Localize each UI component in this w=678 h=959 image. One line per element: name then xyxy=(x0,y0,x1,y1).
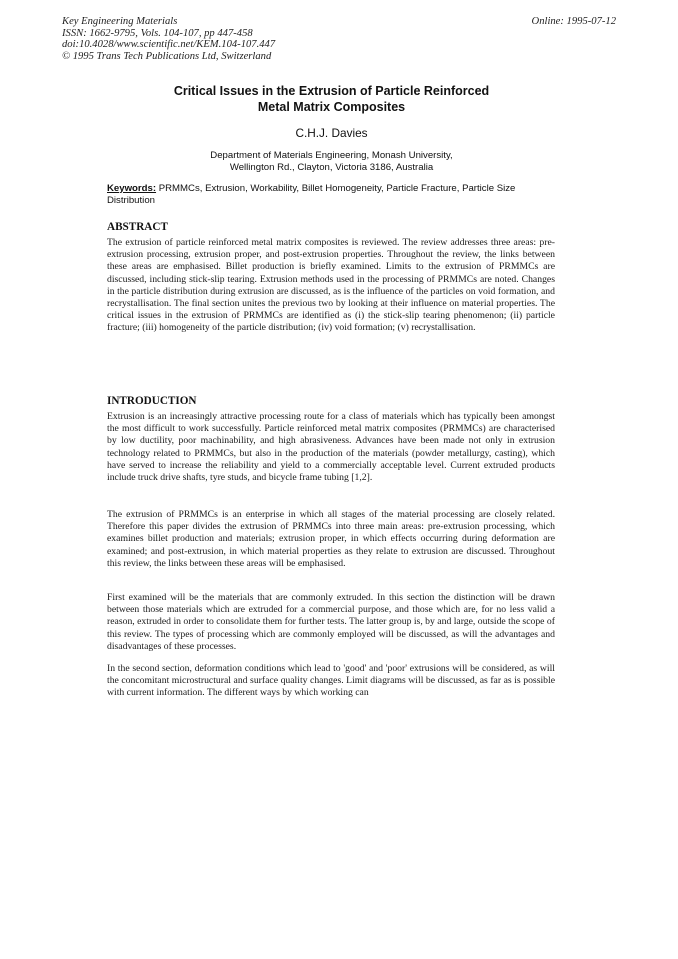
abstract-text: The extrusion of particle reinforced metal matrix composites is reviewed. The review addresses three areas: pre-extrusion processing, extrusion proper, and post-extrusion properties. Throughout the review, the links between these areas are emphasised. Billet production is briefly examined. Limits to the extrusion of PRMMCs are discussed, including stick-slip tearing. Extrusion methods used in the processing of PRMMCs are noted. Changes in the particle distribution during extrusion are discussed, as is the influence of the particles on void formation, and recrystallisation. The final section unites the previous two by looking at their influence on material properties. The critical issues in the extrusion of PRMMCs are identified as (i) the stick-slip tearing phenomenon; (ii) particle fracture; (iii) homogeneity of the particle distribution; (iv) void formation; (v) recrystallisation. xyxy=(107,237,555,334)
intro-paragraph-4: In the second section, deformation conditions which lead to 'good' and 'poor' extrusions will be considered, as will the concomitant microstructural and surface quality changes. Limit diagrams will be discussed, as far as is possible with current information. The different ways by which working can xyxy=(107,663,555,699)
title-line-1: Critical Issues in the Extrusion of Particle Reinforced xyxy=(173,84,490,98)
online-date: Online: 1995-07-12 xyxy=(531,16,616,27)
copyright-line: © 1995 Trans Tech Publications Ltd, Switzerland xyxy=(62,50,272,62)
author-affiliation xyxy=(108,150,555,174)
affiliation-line-1: Department of Materials Engineering, Monash University, xyxy=(210,150,453,161)
keywords-text: PRMMCs, Extrusion, Workability, Billet Homogeneity, Particle Fracture, Particle Size Distribution xyxy=(107,183,516,206)
journal-name: Key Engineering Materials xyxy=(62,16,178,27)
intro-paragraph-3: First examined will be the materials that are commonly extruded. In this section the distinction will be drawn between those materials which are extruded for a commercial purpose, and those which are, for no less valid a reason, extruded in order to consolidate them for further tests. The latter group is, by and large, outside the scope of this review. The types of processing which are commonly employed will be discussed, as will the advantages and disadvantages of these processes. xyxy=(107,592,555,652)
intro-paragraph-2: The extrusion of PRMMCs is an enterprise in which all stages of the material processing are closely related. Therefore this paper divides the extrusion of PRMMCs into three main areas: pre-extrusion processing, which examines billet production and materials; extrusion proper, in which effects occurring during deformation are examined; and post-extrusion, in which material properties as they relate to extrusion are discussed. Throughout this review, the links between these areas will be emphasised. xyxy=(107,509,555,569)
keywords-label: Keywords: xyxy=(107,183,157,194)
title-line-2: Metal Matrix Composites xyxy=(257,99,406,114)
introduction-heading: INTRODUCTION xyxy=(107,395,197,407)
affiliation-line-2: Wellington Rd., Clayton, Victoria 3186, Australia xyxy=(229,161,434,173)
doi-line: doi:10.4028/www.scientific.net/KEM.104-107.447 xyxy=(62,39,276,51)
intro-paragraph-1: Extrusion is an increasingly attractive processing route for a class of materials which has typically been amongst the most difficult to work successfully. Particle reinforced metal matrix composites (PRMMCs) are characterised by low ductility, poor machinability, and high abrasiveness. Advances have been made not only in extrusion technology related to PRMMCs, but also in the production of the materials (powder metallurgy, casting), which have served to increase the reliability and yield to a commercially acceptable level. Current extruded products include truck drive shafts, tyre studs, and bicycle frame tubing [1,2]. xyxy=(107,411,555,484)
issn-line: ISSN: 1662-9795, Vols. 104-107, pp 447-458 xyxy=(62,27,253,39)
journal-citation-header xyxy=(62,16,275,62)
author-name: C.H.J. Davies xyxy=(295,126,368,140)
abstract-heading: ABSTRACT xyxy=(107,221,168,233)
keywords-block xyxy=(107,183,557,206)
paper-title xyxy=(108,84,555,115)
